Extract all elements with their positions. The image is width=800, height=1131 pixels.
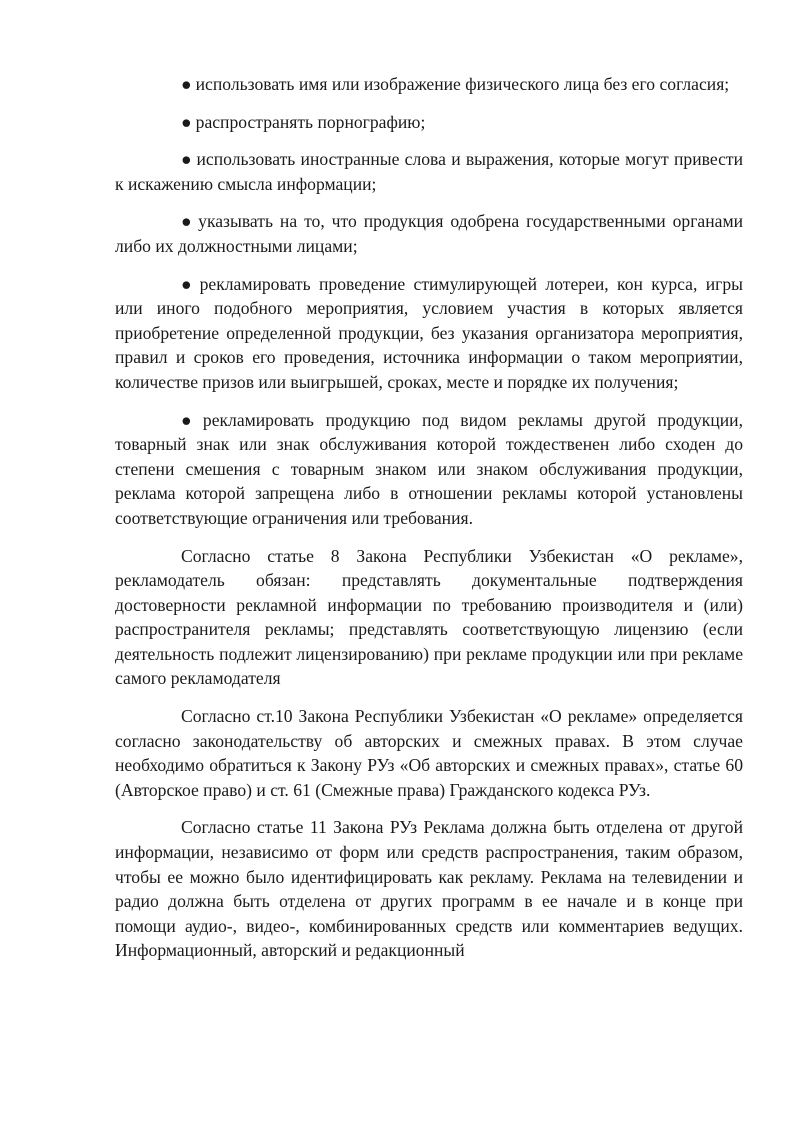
bullet-icon: ● — [181, 273, 196, 294]
bullet-paragraph — [115, 72, 743, 97]
bullet-paragraph — [115, 272, 743, 395]
paragraph-text: рекламировать продукцию под видом рекламы другой продукции, товарный знак или знак обслуживания которой тождественен либо сходен до степени смешения с товарным знаком или знаком обслуживания продукции, реклама которой запрещена либо в отношении рекламы которой установлены соответствующие ограничения или требования. — [115, 409, 743, 528]
bullet-icon: ● — [181, 211, 195, 232]
body-paragraph: Согласно ст.10 Закона Республики Узбекистан «О рекламе» определяется согласно законодательству об авторских и смежных правах. В этом случае необходимо обратиться к Закону РУз «Об авторских и смежных правах», статье 60 (Авторское право) и ст. 61 (Смежные права) Гражданского кодекса РУз. — [115, 706, 743, 800]
document-page — [115, 72, 743, 976]
bullet-icon: ● — [181, 111, 192, 132]
paragraph-text: рекламировать проведение стимулирующей лотереи, кон курса, игры или иного подобного мероприятия, условием участия в которых является приобретение определенной продукции, без указания организатора мероприятия, правил и сроков его проведения, источника информации о таком мероприятии, количестве призов или выигрышей, сроках, месте и порядке их получения; — [115, 273, 743, 392]
paragraph-text: указывать на то, что продукция одобрена государственными органами либо их должностными лицами; — [115, 211, 743, 256]
paragraph-text: использовать иностранные слова и выражения, которые могут привести к искажению смысла информации; — [115, 149, 743, 194]
bullet-paragraph — [115, 209, 743, 258]
bullet-icon: ● — [181, 409, 199, 430]
bullet-paragraph — [115, 147, 743, 196]
bullet-icon: ● — [181, 149, 193, 170]
body-paragraph: Согласно статье 11 Закона РУз Реклама должна быть отделена от другой информации, независимо от форм или средств распространения, таким образом, чтобы ее можно было идентифицировать как рекламу. Реклама на телевидении и радио должна быть отделена от других программ в ее начале и в конце при помощи аудио-, видео-, комбинированных средств или комментариев ведущих. Информационный, авторский и редакционный — [115, 817, 743, 961]
bullet-icon: ● — [181, 74, 192, 94]
body-paragraph: Согласно статье 8 Закона Республики Узбекистан «О рекламе», рекламодатель обязан: представлять документальные подтверждения достоверности рекламной информации по требованию производителя и (или) распространителя рекламы; представлять соответствующую лицензию (если деятельность подлежит лицензированию) при рекламе продукции или при рекламе самого рекламодателя — [115, 545, 743, 689]
bullet-paragraph — [115, 408, 743, 531]
paragraph-text: использовать имя или изображение физического лица без его согласия; — [195, 74, 730, 94]
paragraph-text: распространять порнографию; — [195, 111, 426, 132]
bullet-paragraph — [115, 110, 743, 135]
